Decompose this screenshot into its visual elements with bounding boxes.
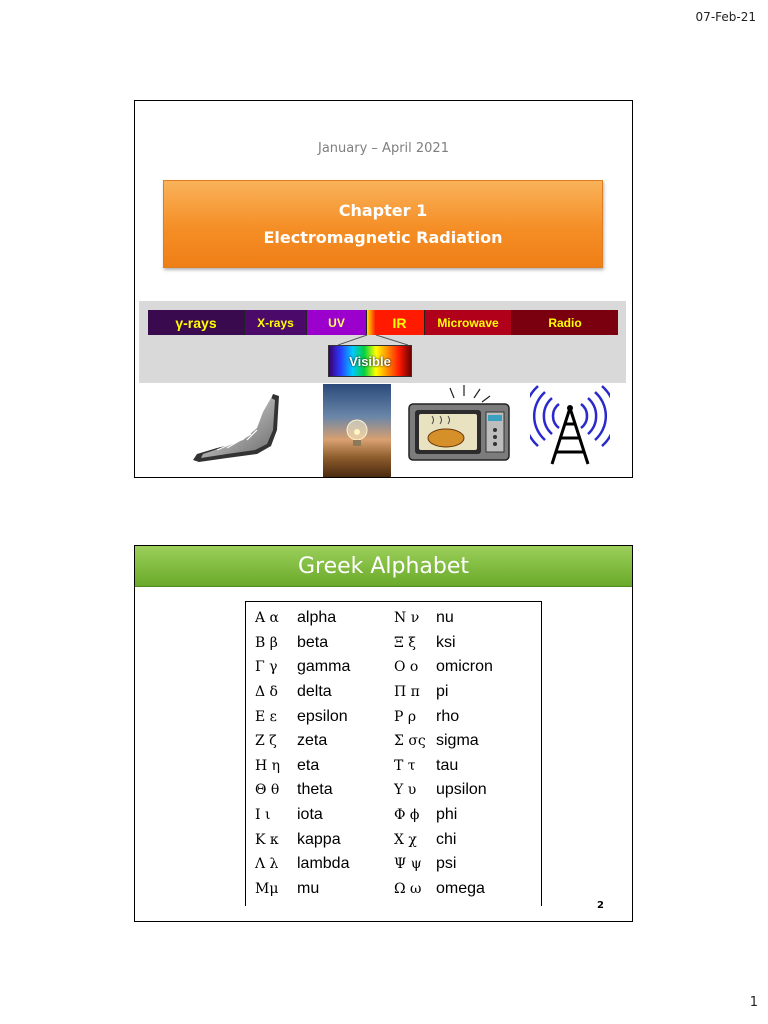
chapter-title-banner — [163, 180, 603, 268]
greek-symbols: Θ θ — [255, 782, 280, 799]
greek-symbols: Ω ω — [394, 880, 422, 897]
spectrum-band-row — [148, 310, 618, 335]
greek-name: kappa — [297, 830, 341, 848]
greek-name: phi — [436, 806, 458, 824]
list-item — [255, 778, 400, 803]
list-item — [255, 877, 400, 902]
greek-name: pi — [436, 683, 449, 701]
greek-symbols: Κ κ — [255, 831, 279, 848]
greek-symbols: Τ τ — [394, 757, 416, 774]
greek-symbols: Ξ ξ — [394, 634, 417, 651]
band-gamma-rays: γ-rays — [148, 310, 245, 335]
microwave-oven-image — [406, 384, 516, 466]
greek-symbols: Υ υ — [394, 782, 417, 799]
greek-name: mu — [297, 879, 320, 897]
greek-symbols: Ψ ψ — [394, 856, 422, 873]
slide-2-thumbnail — [134, 545, 633, 922]
light-bulb-icon — [323, 384, 391, 477]
visible-callout-lines — [338, 335, 408, 345]
list-item — [255, 827, 400, 852]
list-item — [394, 729, 539, 754]
xray-foot-image — [187, 390, 283, 465]
band-radio: Radio — [512, 310, 618, 335]
band-microwave: Microwave — [425, 310, 512, 335]
greek-symbols: Ο ο — [394, 659, 419, 676]
greek-symbols: Ρ ρ — [394, 708, 417, 725]
greek-name: eta — [297, 756, 320, 774]
greek-name: upsilon — [436, 781, 487, 799]
greek-name: iota — [297, 806, 323, 824]
greek-symbols: Ν ν — [394, 610, 420, 627]
list-item — [255, 631, 400, 656]
slide-1-thumbnail — [134, 100, 633, 478]
greek-name: rho — [436, 707, 460, 725]
list-item — [255, 704, 400, 729]
greek-name: zeta — [297, 732, 328, 750]
greek-symbols: Γ γ — [255, 659, 278, 676]
radio-tower-image — [530, 384, 610, 466]
greek-name: epsilon — [297, 707, 348, 725]
list-item — [255, 680, 400, 705]
greek-symbols: Α α — [255, 610, 280, 627]
list-item — [255, 729, 400, 754]
light-bulb-photo — [323, 384, 391, 477]
greek-column-right — [394, 606, 539, 901]
greek-alphabet-table — [245, 601, 542, 906]
list-item — [255, 606, 400, 631]
list-item — [394, 680, 539, 705]
greek-name: theta — [297, 781, 333, 799]
greek-symbols: Χ χ — [394, 831, 417, 848]
greek-name: chi — [436, 830, 457, 848]
list-item — [255, 803, 400, 828]
chapter-title: Electromagnetic Radiation — [263, 228, 503, 247]
band-visible-strip — [367, 310, 375, 335]
list-item — [394, 803, 539, 828]
greek-name: gamma — [297, 658, 351, 676]
list-item — [394, 606, 539, 631]
slide-date-range: January – April 2021 — [318, 141, 449, 156]
chapter-number: Chapter 1 — [338, 201, 428, 220]
greek-name: beta — [297, 633, 329, 651]
greek-name: lambda — [297, 855, 350, 873]
slide-title: Greek Alphabet — [135, 546, 632, 587]
list-item — [255, 852, 400, 877]
greek-symbols: Β β — [255, 634, 278, 651]
greek-symbols: Δ δ — [255, 684, 278, 701]
visible-spectrum-band: Visible — [328, 345, 412, 377]
list-item — [394, 778, 539, 803]
list-item — [394, 631, 539, 656]
greek-symbols: Φ ϕ — [394, 807, 420, 824]
greek-symbols: Λ λ — [255, 856, 279, 873]
greek-name: omicron — [436, 658, 493, 676]
list-item — [255, 655, 400, 680]
band-uv: UV — [307, 310, 367, 335]
header-date: 07-Feb-21 — [695, 10, 756, 24]
band-ir: IR — [375, 310, 425, 335]
em-spectrum-diagram — [139, 301, 626, 383]
list-item — [394, 877, 539, 902]
greek-symbols: Ι ι — [255, 807, 271, 824]
band-x-rays: X-rays — [245, 310, 307, 335]
list-item — [394, 655, 539, 680]
list-item — [255, 754, 400, 779]
list-item — [394, 704, 539, 729]
greek-symbols: Ζ ζ — [255, 733, 277, 750]
greek-symbols: Ε ε — [255, 708, 277, 725]
greek-symbols: Μμ — [255, 880, 279, 897]
greek-name: delta — [297, 683, 332, 701]
greek-symbols: Π π — [394, 684, 420, 701]
greek-name: ksi — [436, 633, 456, 651]
page-number: 1 — [749, 995, 758, 1010]
greek-column-left — [255, 606, 400, 901]
greek-symbols: Η η — [255, 757, 281, 774]
list-item — [394, 827, 539, 852]
greek-name: psi — [436, 855, 457, 873]
greek-name: tau — [436, 756, 459, 774]
greek-name: nu — [436, 609, 454, 627]
greek-name: omega — [436, 879, 485, 897]
list-item — [394, 754, 539, 779]
slide-number: 2 — [597, 900, 604, 911]
greek-symbols: Σ σς — [394, 733, 426, 750]
greek-name: sigma — [436, 732, 479, 750]
list-item — [394, 852, 539, 877]
greek-name: alpha — [297, 609, 337, 627]
